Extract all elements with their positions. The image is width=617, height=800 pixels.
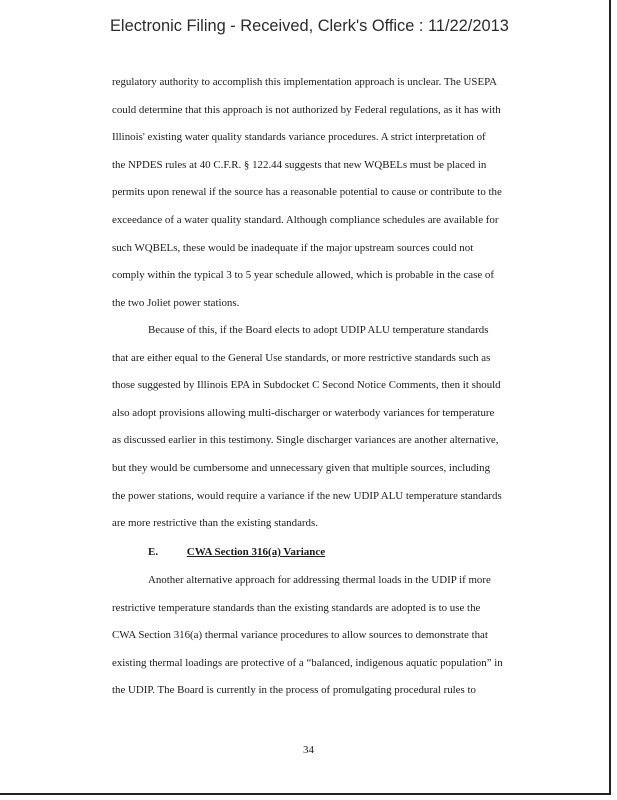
section-letter: E. [148,546,159,558]
text-line: permits upon renewal if the source has a reasonable potential to cause or contribute to the [112,186,502,199]
paragraph-1 [112,69,544,317]
page-number: 34 [303,744,314,756]
text-line: existing thermal loadings are protective of a “balanced, indigenous aquatic population” in [112,656,503,669]
text-line: the two Joliet power stations. [112,296,240,309]
text-line: the UDIP. The Board is currently in the process of promulgating procedural rules to [112,684,476,697]
text-line: those suggested by Illinois EPA in Subdocket C Second Notice Comments, then it should [112,379,501,392]
text-line: could determine that this approach is not authorized by Federal regulations, as it has with [112,103,501,116]
section-heading [148,539,325,567]
text-line: also adopt provisions allowing multi-discharger or waterbody variances for temperature [112,406,495,419]
text-line: Illinois' existing water quality standards variance procedures. A strict interpretation of [112,131,486,144]
text-line: CWA Section 316(a) thermal variance procedures to allow sources to demonstrate that [112,629,488,642]
text-line: restrictive temperature standards than the existing standards are adopted is to use the [112,601,481,614]
text-line: but they would be cumbersome and unnecessary given that multiple sources, including [112,461,491,474]
paragraph-2 [112,317,544,538]
text-line: the NPDES rules at 40 C.F.R. § 122.44 suggests that new WQBELs must be placed in [112,158,487,171]
section-title: CWA Section 316(a) Variance [186,546,326,558]
text-line: comply within the typical 3 to 5 year schedule allowed, which is probable in the case of [112,269,494,282]
text-line: such WQBELs, these would be inadequate if the major upstream sources could not [112,241,474,254]
text-line: are more restrictive than the existing standards. [112,517,318,530]
text-line: as discussed earlier in this testimony. Single discharger variances are another alternative, [112,434,499,447]
text-line: regulatory authority to accomplish this implementation approach is unclear. The USEPA [112,76,498,88]
paragraph-3 [112,567,544,705]
text-line: that are either equal to the General Use standards, or more restrictive standards such as [112,351,491,364]
filing-stamp: Electronic Filing - Received, Clerk's Office : 11/22/2013 [110,17,509,35]
text-line: exceedance of a water quality standard. Although compliance schedules are available for [112,213,499,226]
text-line: the power stations, would require a variance if the new UDIP ALU temperature standards [112,489,502,502]
text-line: Another alternative approach for addressing thermal loads in the UDIP if more [148,574,491,586]
text-line: Because of this, if the Board elects to adopt UDIP ALU temperature standards [148,324,489,336]
